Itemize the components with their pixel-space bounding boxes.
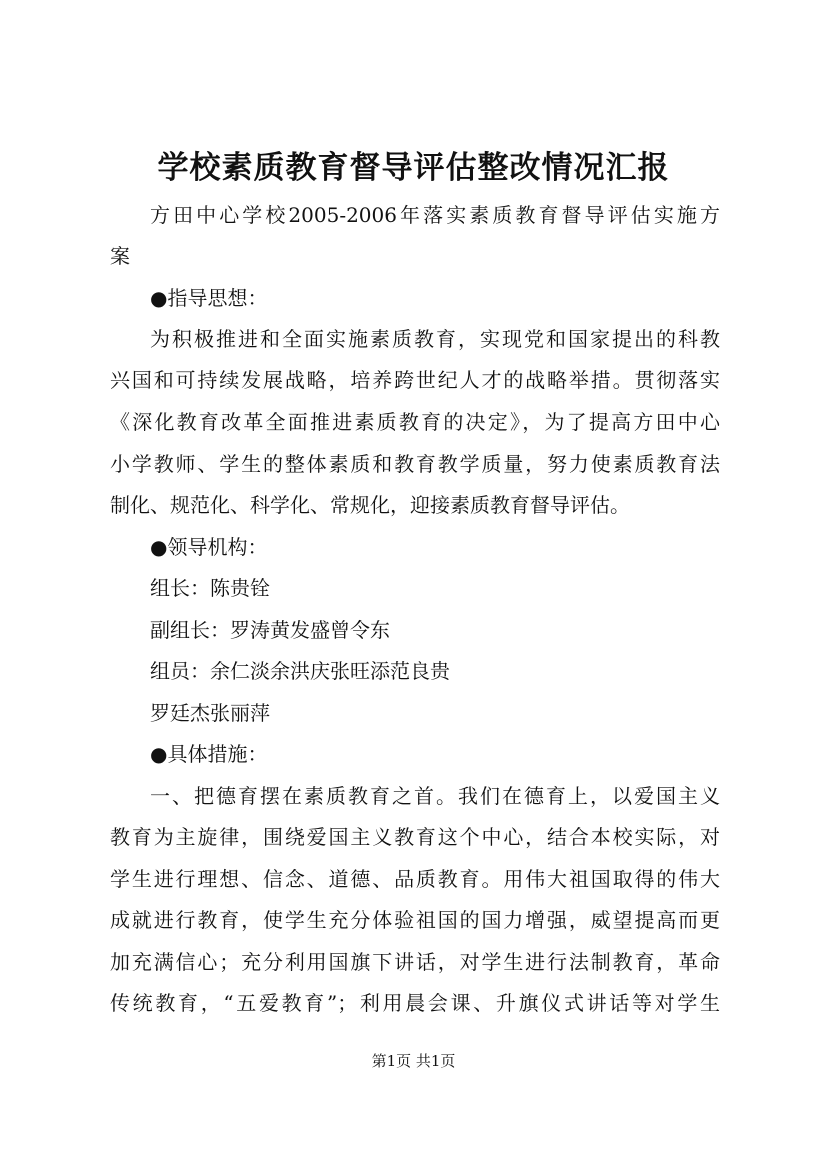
paragraph-line: 案 bbox=[110, 244, 130, 268]
paragraph-line: 组长：陈贵铨 bbox=[150, 576, 270, 600]
page-footer: 第1页 共1页 bbox=[371, 1052, 456, 1070]
paragraph-line: 教育为主旋律，围绕爱国主义教育这个中心，结合本校实际，对 bbox=[110, 825, 720, 849]
document-title: 学校素质教育督导评估整改情况汇报 bbox=[157, 150, 670, 186]
paragraph-line: 罗廷杰张丽萍 bbox=[150, 701, 270, 725]
paragraph-line: 为积极推进和全面实施素质教育，实现党和国家提出的科教 bbox=[150, 327, 720, 351]
paragraph-line: 小学教师、学生的整体素质和教育教学质量，努力使素质教育法 bbox=[110, 452, 720, 476]
paragraph-line: 兴国和可持续发展战略，培养跨世纪人才的战略举措。贯彻落实 bbox=[110, 368, 720, 392]
paragraph-line: 传统教育，“五爱教育”；利用晨会课、升旗仪式讲话等对学生 bbox=[110, 991, 720, 1015]
section-heading: ●领导机构： bbox=[150, 535, 268, 559]
paragraph-line: 成就进行教育，使学生充分体验祖国的国力增强，威望提高而更 bbox=[110, 908, 720, 932]
paragraph-line: 制化、规范化、科学化、常规化，迎接素质教育督导评估。 bbox=[110, 493, 630, 517]
paragraph-line: 组员：余仁淡余洪庆张旺添范良贵 bbox=[150, 659, 450, 683]
paragraph-line: 方田中心学校2005-2006年落实素质教育督导评估实施方 bbox=[150, 203, 720, 227]
paragraph-line: 《深化教育改革全面推进素质教育的决定》，为了提高方田中心 bbox=[110, 410, 720, 434]
paragraph-line: 学生进行理想、信念、道德、品质教育。用伟大祖国取得的伟大 bbox=[110, 867, 720, 891]
paragraph-line: 副组长：罗涛黄发盛曾令东 bbox=[150, 618, 390, 642]
paragraph-line: 一、把德育摆在素质教育之首。我们在德育上，以爱国主义 bbox=[150, 784, 720, 808]
section-heading: ●指导思想： bbox=[150, 286, 268, 310]
section-heading: ●具体措施： bbox=[150, 742, 268, 766]
paragraph-line: 加充满信心；充分利用国旗下讲话，对学生进行法制教育，革命 bbox=[110, 950, 720, 974]
